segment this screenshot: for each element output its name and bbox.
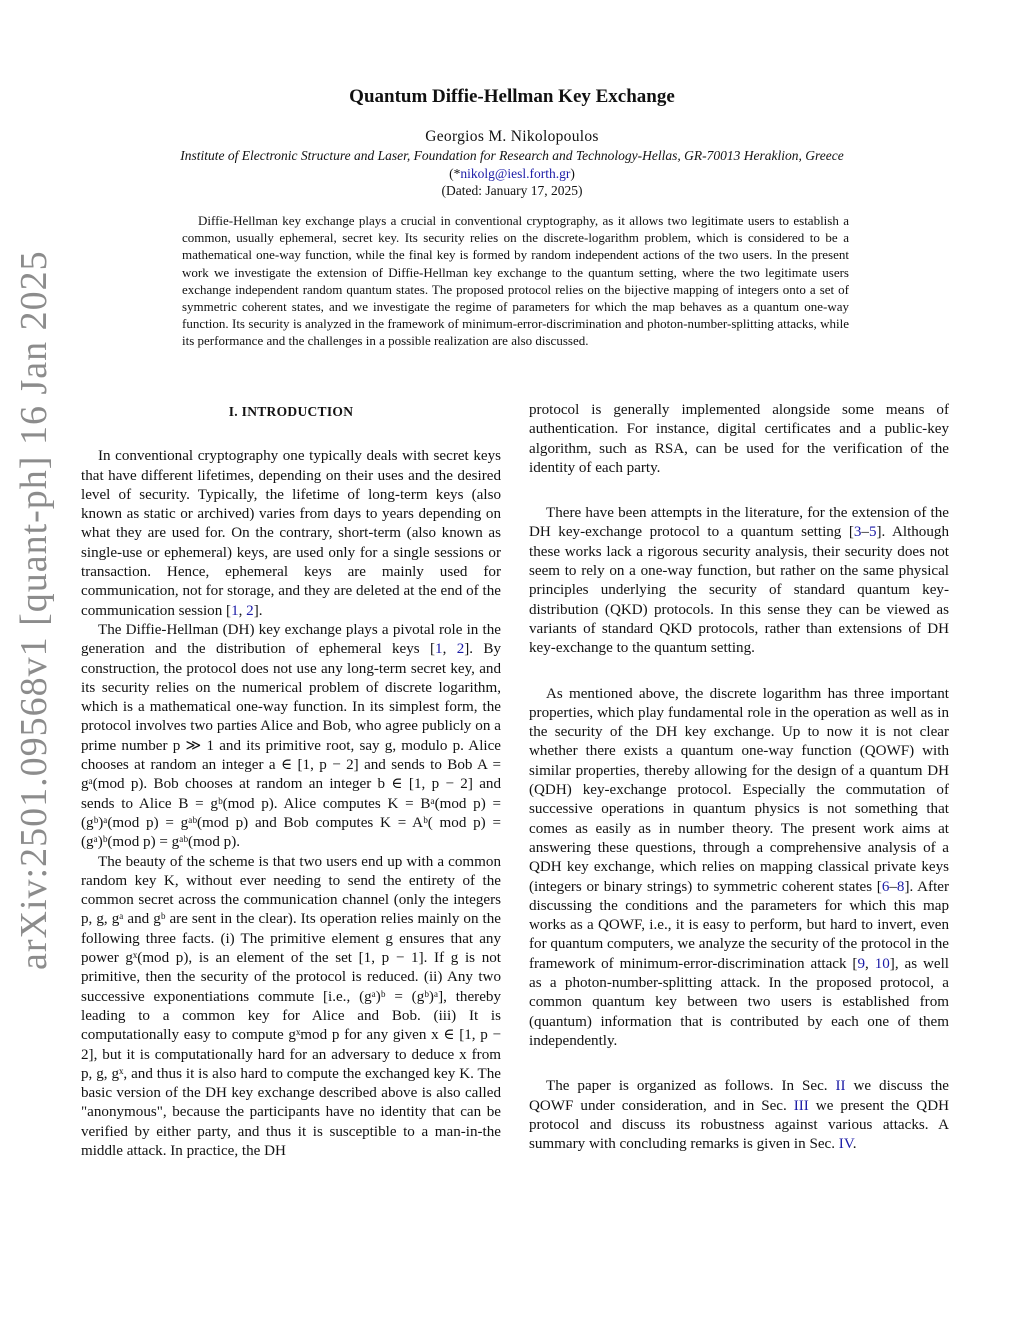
citation-link[interactable]: 5 <box>868 524 877 541</box>
paragraph: The paper is organized as follows. In Sec. II we discuss the QOWF under consideration, and in Sec. III we present the QDH protocol and discuss its robustness against various attacks. A summary with concluding remarks is given in Sec. IV. <box>529 1078 950 1153</box>
citation-link[interactable]: 3 <box>853 524 862 541</box>
paragraph: protocol is generally implemented alongside some means of authentication. For instance, digital certificates and a public-key algorithm, such as RSA, can be used for the verification of the identity of each party. <box>529 402 949 476</box>
author-name: Georgios M. Nikolopoulos <box>425 128 599 145</box>
abstract: Diffie-Hellman key exchange plays a crucial in conventional cryptography, as it allows two legitimate users to establish a common, usually ephemeral, secret key. Its security relies on the discrete-logarithm problem, which is considered to be a mathematical one-way function, while the final key is formed by random independent actions of the two users. In the present work we investigate the extension of Diffie-Hellman key exchange to the quantum setting, where the two legitimate users exchange independent random quantum states. The proposed protocol relies on the bijective mapping of integers onto a set of symmetric coherent states, and we investigate the regime of parameters for which the map behaves as a quantum one-way function. Its security is analyzed in the framework of minimum-error-discrimination and photon-number-splitting attacks, while its performance and the challenges in a possible realization are also discussed. <box>182 213 849 349</box>
paragraph: The beauty of the scheme is that two users end up with a common random key K, without ever needing to send the entirety of the common secret across the communication channel (only the integers p, g, gᵃ and gᵇ are sent in the clear). Its operation relies mainly on the following three facts. (i) The primitive element g ensures that any power gˣ(mod p), is an element of the set [1, p − 1]. If g is not primitive, then the security of the protocol is reduced. (ii) Any two successive exponentiations commute [i.e., (gᵃ)ᵇ = (gᵇ)ᵃ], thereby leading to a common key for Alice and Bob. (iii) It is computationally easy to compute gˣmod p for any given x ∈ [1, p − 2], but it is computationally hard for an adversary to deduce x from p, g, gˣ, and thus it is also hard to compute the exchanged key K. The basic version of the DH key exchange described above is also called "anonymous", because the participants have no identity that can be verified by either party, and thus it is susceptible to a man-in-the middle attack. In practice, the DH <box>81 853 501 1159</box>
citation-link[interactable]: 1 <box>435 641 443 658</box>
citation-link[interactable]: 8 <box>896 878 905 895</box>
section-link[interactable]: IV <box>838 1136 853 1153</box>
section-heading-introduction: I. INTRODUCTION <box>228 404 354 419</box>
paragraph: In conventional cryptography one typically deals with secret keys that have different lifetimes, depending on their uses and the desired level of security. Typically, the lifetime of long-term keys (also known as static or archived) varies from days to years depending on what they are used for. On the contrary, short-term (also known as single-use or ephemeral) keys, are used only for a single sessions or transaction. Hence, ephemeral keys are mainly used for communication, not for storage, and they are deleted at the end of the communication session [1, 2]. <box>81 448 501 619</box>
citation-link[interactable]: 2 <box>456 641 465 658</box>
email-link[interactable]: nikolg@iesl.forth.gr <box>460 166 571 181</box>
right-column <box>529 401 949 1154</box>
left-column <box>81 398 501 1161</box>
arxiv-identifier: arXiv:2501.09568v1 [quant-ph] 16 Jan 2025 <box>13 250 55 970</box>
email-line: (*nikolg@iesl.forth.gr) <box>449 166 575 181</box>
citation-link[interactable]: 2 <box>246 602 254 619</box>
citation-link[interactable]: 6 <box>881 878 890 895</box>
citation-link[interactable]: 9 <box>857 955 866 972</box>
paragraph: The Diffie-Hellman (DH) key exchange plays a pivotal role in the generation and the distribution of ephemeral keys [1, 2]. By construction, the protocol does not use any long-term secret key, and its security relies on the numerical problem of discrete logarithm, which is a mathematical one-way function. In its simplest form, the protocol involves two parties Alice and Bob, who agree publicly on a prime number p ≫ 1 and its primitive root, say g, modulo p. Alice chooses at random an integer a ∈ [1, p − 2] and sends to Bob A = gᵃ(mod p). Bob chooses at random an integer b ∈ [1, p − 2] and sends to Alice B = gᵇ(mod p). Alice computes K = Bᵃ(mod p) = (gᵇ)ᵃ(mod p) = gᵃᵇ(mod p) and Bob computes K = Aᵇ( mod p) = (gᵃ)ᵇ(mod p) = gᵃᵇ(mod p). <box>81 621 502 851</box>
section-link[interactable]: II <box>835 1078 846 1095</box>
affiliation: Institute of Electronic Structure and Laser, Foundation for Research and Technology-Hellas, GR-70013 Heraklion, Greece <box>180 148 844 163</box>
citation-link[interactable]: 10 <box>874 955 890 972</box>
paper-title: Quantum Diffie-Hellman Key Exchange <box>349 86 675 107</box>
paragraph: There have been attempts in the literature, for the extension of the DH key-exchange protocol to a quantum setting [3–5]. Although these works lack a rigorous security analysis, their security does not seem to rely on a one-way function, but rather on the same physical principles underlying the security of standard quantum key-distribution (QKD) protocols. In this sense they can be viewed as variants of standard QKD protocols, rather than extensions of DH key-exchange to the quantum setting. <box>529 505 949 657</box>
section-link[interactable]: III <box>793 1097 809 1114</box>
citation-link[interactable]: 1 <box>231 602 239 619</box>
date-line: (Dated: January 17, 2025) <box>441 183 583 198</box>
paragraph: As mentioned above, the discrete logarithm has three important properties, which play fundamental role in the operation as well as in the security of the DH key exchange. Up to now it is not clear whether there exists a quantum one-way function (QOWF) with similar properties, thereby allowing for the design of a quantum DH (QDH) key-exchange protocol. Especially the commutation of successive operations in quantum physics is not something that comes as easily as in number theory. The present work aims at answering these questions, through a comprehensive analysis of a QDH key exchange, which relies on mapping classical private keys (integers or binary strings) to symmetric coherent states [6–8]. After discussing the conditions and the parameters for which this map works as a QOWF, i.e., it is easy to perform, but hard to invert, even for quantum computers, we analyze the security of the protocol in the framework of minimum-error-discrimination attack [9, 10], as well as a photon-number-splitting attack. In the proposed protocol, a common quantum key between two users is established from (quantum) information that is contributed by each one of them independently. <box>529 685 949 1049</box>
